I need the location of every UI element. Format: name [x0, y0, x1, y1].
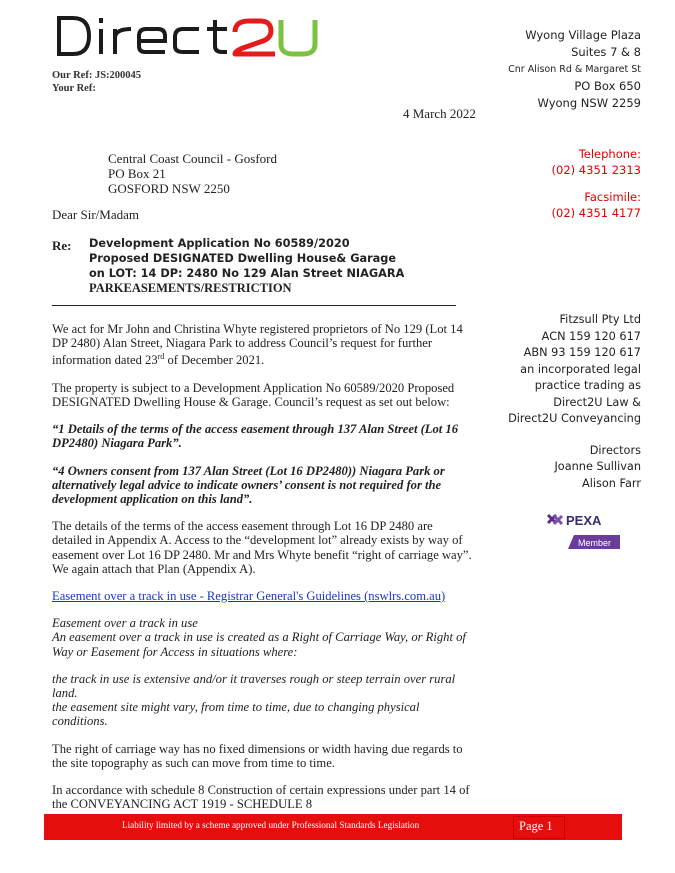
telephone-number: (02) 4351 2313 — [551, 162, 641, 177]
facsimile-number: (02) 4351 4177 — [551, 205, 641, 220]
facsimile-label: Facsimile: — [584, 190, 641, 204]
recipient-line: GOSFORD NSW 2250 — [108, 181, 230, 196]
pexa-badge-label: Member — [578, 538, 612, 548]
firm-line: ABN 93 159 120 617 — [523, 346, 641, 359]
recipient-line: Central Coast Council - Gosford — [108, 151, 277, 166]
office-line: Cnr Alison Rd & Margaret St — [508, 64, 641, 75]
re-line: Development Application No 60589/2020 — [89, 237, 350, 250]
firm-line: practice trading as — [534, 379, 641, 392]
paragraph: In accordance with schedule 8 Construction of certain expressions under part 14 of the CONVEYANCING ACT 1919 - SCHEDULE 8 — [52, 783, 470, 812]
re-line: on LOT: 14 DP: 2480 No 129 Alan Street NIAGARA — [89, 267, 405, 280]
office-address — [508, 27, 641, 112]
liability-notice: Liability limited by a scheme approved under Professional Standards Legislation — [122, 820, 420, 830]
quoted-guideline: Easement over a track in use An easement over a track in use is created as a Right of Carriage Way, or Right of Way or Easement for Access in situations where: — [52, 616, 466, 659]
firm-line: ACN 159 120 617 — [541, 329, 641, 343]
firm-details — [508, 312, 641, 492]
firm-line: Fitzsull Pty Ltd — [559, 313, 641, 326]
our-ref: Our Ref: JS:200045 — [52, 70, 142, 81]
re-line: PARKEASEMENTS/RESTRICTION — [89, 281, 292, 295]
paragraph: The property is subject to a Development Application No 60589/2020 Proposed DESIGNATED Dwelling House & Garage. Council’s request as set out below: — [52, 380, 455, 409]
office-line: PO Box 650 — [574, 79, 641, 93]
firm-line: an incorporated legal — [520, 362, 641, 376]
paragraph: The details of the terms of the access easement through Lot 16 DP 2480 are detailed in Appendix A. Access to the “development lot” already exists by way of easement over Lot 16 DP 2480. Mr and Mrs Whyte benefit “right of carriage way”. We again attach that Plan (Appendix A). — [52, 519, 472, 576]
director-name: Joanne Sullivan — [554, 460, 641, 473]
quoted-conditions: the track in use is extensive and/or it traverses rough or steep terrain over rural land. the easement site might vary, from time to time, due to changing physical conditions. — [52, 671, 456, 729]
references — [52, 69, 141, 95]
pexa-name: PEXA — [566, 513, 602, 528]
paragraph: We act for Mr John and Christina Whyte registered proprietors of No 129 (Lot 14 DP 2480) Alan Street, Niagara Park to address Council’s request for further information dated 23rd of December 2021. — [52, 322, 463, 368]
recipient-line: PO Box 21 — [108, 166, 166, 181]
firm-line: Direct2U Conveyancing — [508, 412, 641, 425]
director-name: Alison Farr — [581, 476, 641, 490]
office-line: Wyong NSW 2259 — [537, 96, 641, 110]
council-request-1: “1 Details of the terms of the access easement through 137 Alan Street (Lot 16 DP2480) Niagara Park”. — [52, 422, 459, 451]
page-number: Page 1 — [519, 819, 553, 833]
re-subject — [89, 236, 404, 296]
re-label: Re: — [52, 238, 72, 253]
letter-body — [52, 322, 472, 824]
contact-details — [552, 147, 641, 221]
your-ref: Your Ref: — [52, 83, 96, 94]
salutation: Dear Sir/Madam — [52, 207, 140, 222]
pexa-member-badge — [546, 513, 622, 551]
office-line: Suites 7 & 8 — [571, 45, 641, 59]
firm-line: Direct2U Law & — [553, 395, 641, 409]
guidelines-link[interactable]: Easement over a track in use - Registrar General's Guidelines (nswlrs.com.au) — [52, 589, 446, 604]
council-request-4: “4 Owners consent from 137 Alan Street (Lot 16 DP2480)) Niagara Park or alternatively legal advice to indicate owners’ consent is not required for the development application on this land”. — [52, 463, 445, 507]
office-line: Wyong Village Plaza — [525, 28, 641, 42]
re-line: Proposed DESIGNATED Dwelling House& Garage — [89, 252, 397, 265]
divider — [52, 305, 456, 306]
paragraph: The right of carriage way has no fixed dimensions or width having due regards to the site topography as such can move from time to time. — [52, 741, 463, 770]
direct2u-logo — [55, 12, 320, 60]
letter-date: 4 March 2022 — [403, 106, 476, 121]
pexa-x-icon — [548, 515, 562, 524]
directors-label: Directors — [589, 443, 641, 457]
recipient-address — [108, 151, 277, 196]
telephone-label: Telephone: — [578, 147, 641, 161]
